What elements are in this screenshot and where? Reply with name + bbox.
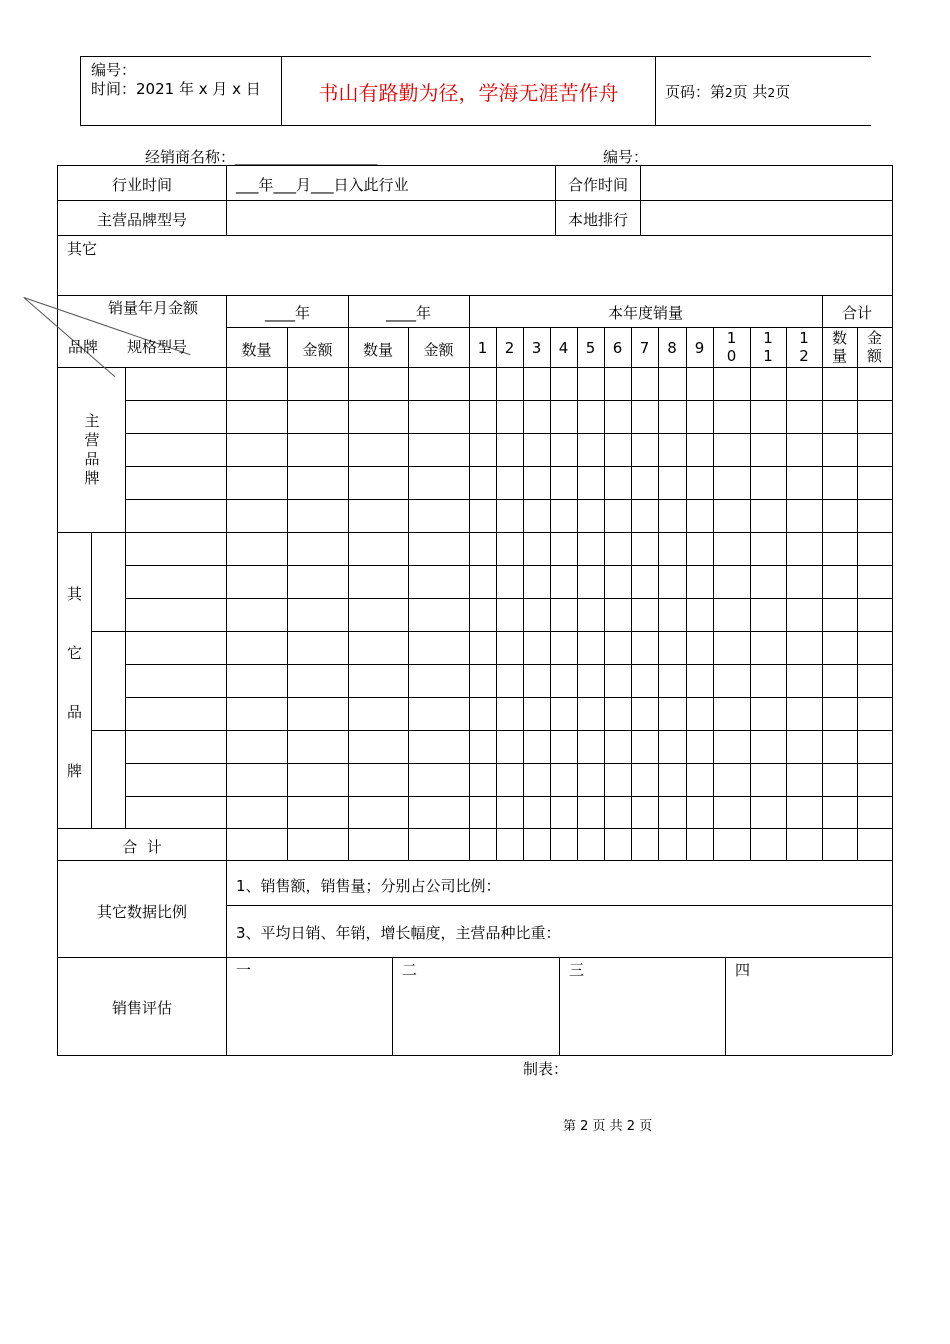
grid-line <box>226 327 892 328</box>
grid-line <box>125 664 892 665</box>
maker-label: 制表： <box>523 1060 569 1078</box>
grid-line <box>640 165 641 235</box>
industry-time-label: 行业时间 <box>111 176 172 194</box>
eval-col-1: 一 <box>236 961 252 979</box>
month-label-4: 4 <box>558 339 569 357</box>
sum-row-label: 合 计 <box>122 838 162 856</box>
ratio-line-3: 3、平均日销、年销，增长幅度，主营品种比重： <box>236 924 561 942</box>
grid-line <box>57 828 892 829</box>
month-label-5: 5 <box>585 339 596 357</box>
year2-label: ____年 <box>385 304 431 322</box>
header-time-label: 时间：2021 年 x 月 x 日 <box>91 80 261 98</box>
dealer-name-label: 经销商名称：___________________ <box>145 148 378 166</box>
year2-amount-label: 金额 <box>423 341 454 359</box>
grid-line <box>857 327 858 860</box>
document-header <box>80 56 871 126</box>
month-label-11: 1 1 <box>763 329 773 365</box>
this-year-sales-label: 本年度销量 <box>607 304 683 322</box>
grid-line <box>226 165 227 235</box>
grid-line <box>550 327 551 860</box>
cooperation-time-label: 合作时间 <box>567 176 628 194</box>
year1-amount-label: 金额 <box>302 341 333 359</box>
grid-line <box>469 295 470 860</box>
grid-line <box>822 295 823 860</box>
grid-line <box>125 400 892 401</box>
header-motto-cell <box>281 57 656 125</box>
month-label-9: 9 <box>694 339 705 357</box>
form-number-label: 编号： <box>603 148 649 166</box>
grid-line <box>57 957 892 958</box>
grid-line <box>125 598 892 599</box>
grid-line <box>658 327 659 860</box>
eval-col-4: 四 <box>735 961 751 979</box>
eval-col-3: 三 <box>569 961 585 979</box>
month-label-2: 2 <box>504 339 515 357</box>
other-brand-char-4: 牌 <box>67 762 83 780</box>
grid-line <box>786 327 787 860</box>
grid-line <box>57 235 892 236</box>
diag-spec-label: 规格型号 <box>127 338 188 356</box>
industry-time-value: ___年___月___日入此行业 <box>236 176 409 194</box>
grid-line <box>57 532 892 533</box>
header-number-label: 编号： <box>91 61 137 79</box>
grid-line <box>604 327 605 860</box>
grid-line <box>523 327 524 860</box>
grid-line <box>57 200 892 201</box>
month-label-10: 1 0 <box>726 329 737 365</box>
grid-line <box>91 631 892 632</box>
grid-line <box>686 327 687 860</box>
year2-qty-label: 数量 <box>362 341 393 359</box>
other-brand-char-2: 它 <box>67 644 83 662</box>
grid-line <box>125 499 892 500</box>
grid-line <box>125 796 892 797</box>
grid-line <box>577 327 578 860</box>
grid-line <box>125 466 892 467</box>
other-brand-char-1: 其 <box>67 585 83 603</box>
month-label-8: 8 <box>667 339 677 357</box>
grid-line <box>713 327 714 860</box>
grid-line <box>125 697 892 698</box>
other-label: 其它 <box>67 240 98 258</box>
grid-line <box>57 860 892 861</box>
month-label-1: 1 <box>477 339 488 357</box>
eval-col-2: 二 <box>402 961 418 979</box>
main-brand-vertical: 主 营 品 牌 <box>84 412 100 487</box>
grid-line <box>226 905 892 906</box>
page-footer: 第 2 页 共 2 页 <box>563 1119 653 1134</box>
grid-line <box>57 1055 892 1056</box>
grid-line <box>496 327 497 860</box>
total-qty-label: 数 量 <box>831 329 847 365</box>
grid-line <box>392 957 393 1055</box>
grid-line <box>348 295 349 860</box>
grid-line <box>226 295 227 860</box>
grid-line <box>57 367 892 368</box>
header-motto: 书山有路勤为径，学海无涯苦作舟 <box>318 81 619 105</box>
month-label-12: 1 2 <box>799 329 809 365</box>
grid-line <box>91 730 892 731</box>
grid-line <box>631 327 632 860</box>
ratio-line-1: 1、销售额，销售量；分别占公司比例： <box>236 877 501 895</box>
main-brand-label: 主营品牌型号 <box>96 211 187 229</box>
sales-eval-label: 销售评估 <box>111 999 172 1017</box>
grid-line <box>226 860 227 1055</box>
grid-line <box>725 957 726 1055</box>
local-rank-label: 本地排行 <box>567 211 628 229</box>
total-header-label: 合计 <box>841 304 872 322</box>
grid-line <box>57 165 892 166</box>
other-brand-char-3: 品 <box>67 703 83 721</box>
year1-label: ____年 <box>264 304 310 322</box>
total-amount-label: 金 额 <box>866 329 882 365</box>
grid-line <box>287 327 288 860</box>
month-label-6: 6 <box>612 339 623 357</box>
grid-line <box>125 433 892 434</box>
month-label-3: 3 <box>531 339 542 357</box>
month-label-7: 7 <box>639 339 650 357</box>
grid-line <box>57 295 892 296</box>
diag-top-label: 销量年月金额 <box>108 299 199 317</box>
header-page-indicator: 页码：第2页 共2页 <box>665 83 791 101</box>
grid-line <box>125 565 892 566</box>
grid-line <box>559 957 560 1055</box>
year1-qty-label: 数量 <box>241 341 272 359</box>
grid-line <box>408 327 409 860</box>
grid-line <box>125 763 892 764</box>
grid-line <box>91 532 92 828</box>
diag-brand-label: 品牌 <box>68 338 99 356</box>
grid-line <box>892 165 893 1055</box>
grid-line <box>750 327 751 860</box>
other-ratio-label: 其它数据比例 <box>96 903 187 921</box>
